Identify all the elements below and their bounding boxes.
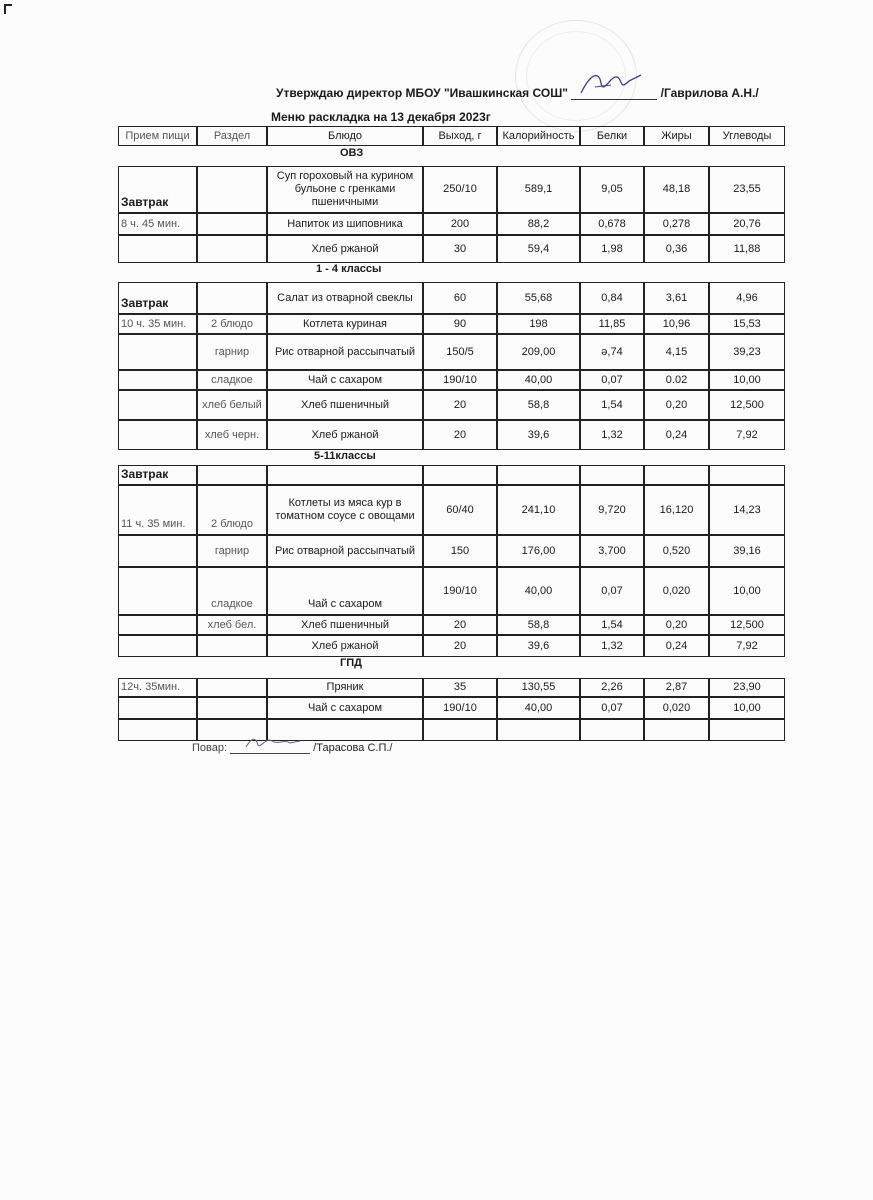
menu-cell-carbs: 10,00 — [709, 697, 785, 719]
menu-cell-section: хлеб черн. — [197, 420, 267, 450]
menu-cell-fat: 0,24 — [644, 635, 709, 657]
cook-signature — [230, 741, 310, 754]
menu-cell-kcal: 40,00 — [497, 697, 580, 719]
menu-cell-kcal: 209,00 — [497, 334, 580, 370]
menu-cell-section: 2 блюдо — [197, 485, 267, 535]
menu-cell-section: гарнир — [197, 535, 267, 567]
menu-cell-meal: 10 ч. 35 мин. — [118, 314, 197, 334]
menu-cell-carbs: 12,500 — [709, 615, 785, 635]
menu-cell-yield: 90 — [423, 314, 497, 334]
approval-name: /Гаврилова А.Н./ — [660, 86, 759, 100]
menu-cell-meal: Завтрак — [118, 282, 197, 314]
menu-cell-kcal — [497, 719, 580, 741]
menu-cell-fat — [644, 465, 709, 485]
menu-cell-yield: 200 — [423, 213, 497, 235]
menu-cell-section: хлеб белый — [197, 390, 267, 420]
menu-cell-dish: Рис отварной рассыпчатый — [267, 334, 423, 370]
menu-cell-section: хлеб бел. — [197, 615, 267, 635]
menu-cell-section — [197, 213, 267, 235]
menu-cell-section — [197, 635, 267, 657]
menu-title: Меню раскладка на 13 декабря 2023г — [271, 110, 491, 124]
menu-cell-kcal: 198 — [497, 314, 580, 334]
menu-cell-protein: 1,54 — [580, 615, 644, 635]
section-title: 5-11классы — [314, 450, 376, 462]
menu-cell-protein: 0,07 — [580, 697, 644, 719]
menu-cell-dish: Чай с сахаром — [267, 370, 423, 390]
menu-cell-yield: 20 — [423, 420, 497, 450]
menu-cell-protein: 3,700 — [580, 535, 644, 567]
menu-cell-protein: 0,07 — [580, 567, 644, 615]
menu-cell-yield: 150 — [423, 535, 497, 567]
menu-cell-carbs: 10,00 — [709, 370, 785, 390]
menu-cell-carbs: 23,55 — [709, 166, 785, 213]
menu-cell-section — [197, 697, 267, 719]
menu-cell-carbs — [709, 465, 785, 485]
menu-cell-fat — [644, 719, 709, 741]
menu-cell-carbs: 39,23 — [709, 334, 785, 370]
menu-cell-fat: 0,20 — [644, 390, 709, 420]
menu-cell-yield: 250/10 — [423, 166, 497, 213]
menu-cell-protein: 0,07 — [580, 370, 644, 390]
menu-cell-kcal: 39,6 — [497, 420, 580, 450]
column-header: Белки — [580, 126, 644, 146]
menu-cell-dish: Хлеб ржаной — [267, 420, 423, 450]
menu-cell-carbs: 11,88 — [709, 235, 785, 263]
menu-cell-dish: Хлеб пшеничный — [267, 615, 423, 635]
menu-cell-fat: 48,18 — [644, 166, 709, 213]
menu-cell-meal — [118, 235, 197, 263]
menu-cell-dish: Чай с сахаром — [267, 567, 423, 615]
menu-cell-section: сладкое — [197, 370, 267, 390]
menu-cell-carbs: 39,16 — [709, 535, 785, 567]
cook-label: Повар: — [192, 742, 228, 754]
menu-cell-fat: 10,96 — [644, 314, 709, 334]
menu-cell-dish: Рис отварной рассыпчатый — [267, 535, 423, 567]
menu-cell-carbs: 12,500 — [709, 390, 785, 420]
menu-cell-carbs: 7,92 — [709, 420, 785, 450]
menu-cell-yield — [423, 465, 497, 485]
menu-cell-meal: Завтрак — [118, 166, 197, 213]
menu-cell-yield: 35 — [423, 678, 497, 697]
scan-corner-mark — [4, 4, 12, 14]
menu-cell-meal — [118, 535, 197, 567]
menu-cell-carbs: 4,96 — [709, 282, 785, 314]
menu-cell-yield: 150/5 — [423, 334, 497, 370]
director-signature — [571, 87, 657, 100]
menu-cell-kcal: 55,68 — [497, 282, 580, 314]
menu-cell-section — [197, 166, 267, 213]
menu-cell-protein: 1,32 — [580, 420, 644, 450]
menu-cell-fat: 4,15 — [644, 334, 709, 370]
menu-cell-kcal: 58,8 — [497, 390, 580, 420]
menu-cell-dish: Хлеб ржаной — [267, 235, 423, 263]
column-header: Прием пищи — [118, 126, 197, 146]
menu-cell-yield: 20 — [423, 615, 497, 635]
menu-cell-fat: 0,20 — [644, 615, 709, 635]
section-title: ГПД — [340, 657, 362, 669]
menu-cell-meal — [118, 390, 197, 420]
menu-cell-protein: 2,26 — [580, 678, 644, 697]
menu-cell-section — [197, 235, 267, 263]
menu-cell-fat: 0,278 — [644, 213, 709, 235]
menu-cell-meal — [118, 635, 197, 657]
menu-cell-section: 2 блюдо — [197, 314, 267, 334]
menu-cell-dish: Пряник — [267, 678, 423, 697]
menu-cell-protein: 0,84 — [580, 282, 644, 314]
menu-cell-fat: 16,120 — [644, 485, 709, 535]
menu-cell-meal — [118, 567, 197, 615]
menu-cell-dish: Котлеты из мяса кур в томатном соусе с овощами — [267, 485, 423, 535]
menu-cell-fat: 0,36 — [644, 235, 709, 263]
menu-cell-meal: Завтрак — [118, 465, 197, 485]
menu-cell-section — [197, 282, 267, 314]
menu-cell-meal — [118, 334, 197, 370]
menu-cell-kcal: 40,00 — [497, 370, 580, 390]
menu-cell-protein: 1,98 — [580, 235, 644, 263]
menu-cell-protein: 9,720 — [580, 485, 644, 535]
menu-cell-yield: 30 — [423, 235, 497, 263]
menu-cell-fat: 0,020 — [644, 697, 709, 719]
menu-cell-section — [197, 678, 267, 697]
menu-cell-meal — [118, 420, 197, 450]
menu-cell-fat: 3,61 — [644, 282, 709, 314]
menu-cell-dish: Хлеб пшеничный — [267, 390, 423, 420]
menu-cell-fat: 0,520 — [644, 535, 709, 567]
column-header: Жиры — [644, 126, 709, 146]
menu-cell-carbs: 10,00 — [709, 567, 785, 615]
menu-cell-dish: Напиток из шиповника — [267, 213, 423, 235]
menu-cell-carbs: 7,92 — [709, 635, 785, 657]
menu-cell-protein: 1,54 — [580, 390, 644, 420]
menu-cell-protein — [580, 719, 644, 741]
menu-cell-protein: 11,85 — [580, 314, 644, 334]
menu-cell-kcal: 88,2 — [497, 213, 580, 235]
menu-cell-yield: 60 — [423, 282, 497, 314]
approval-prefix: Утверждаю директор МБОУ "Ивашкинская СОШ" — [276, 86, 568, 100]
menu-cell-dish — [267, 465, 423, 485]
column-header: Углеводы — [709, 126, 785, 146]
menu-cell-section: сладкое — [197, 567, 267, 615]
menu-cell-dish: Хлеб ржаной — [267, 635, 423, 657]
menu-cell-meal — [118, 615, 197, 635]
column-header: Блюдо — [267, 126, 423, 146]
menu-cell-yield — [423, 719, 497, 741]
menu-cell-kcal — [497, 465, 580, 485]
menu-cell-dish: Котлета куриная — [267, 314, 423, 334]
menu-cell-carbs — [709, 719, 785, 741]
menu-cell-yield: 190/10 — [423, 697, 497, 719]
menu-cell-dish: Суп гороховый на курином бульоне с гренками пшеничными — [267, 166, 423, 213]
menu-cell-meal: 8 ч. 45 мин. — [118, 213, 197, 235]
menu-cell-kcal: 241,10 — [497, 485, 580, 535]
menu-cell-fat: 2,87 — [644, 678, 709, 697]
menu-cell-protein: 1,32 — [580, 635, 644, 657]
section-title: ОВЗ — [340, 147, 364, 159]
menu-cell-fat: 0,24 — [644, 420, 709, 450]
cook-signature-line — [192, 741, 392, 754]
menu-cell-section — [197, 465, 267, 485]
menu-cell-meal — [118, 697, 197, 719]
menu-cell-meal: 11 ч. 35 мин. — [118, 485, 197, 535]
menu-cell-fat: 0,020 — [644, 567, 709, 615]
menu-cell-yield: 190/10 — [423, 370, 497, 390]
approval-line — [276, 86, 759, 100]
menu-cell-kcal: 589,1 — [497, 166, 580, 213]
menu-cell-protein: 0,678 — [580, 213, 644, 235]
section-title: 1 - 4 классы — [316, 263, 382, 275]
menu-cell-meal: 12ч. 35мин. — [118, 678, 197, 697]
menu-cell-protein: ә,74 — [580, 334, 644, 370]
cook-name: /Тарасова С.П./ — [313, 742, 393, 754]
column-header: Раздел — [197, 126, 267, 146]
menu-cell-meal — [118, 719, 197, 741]
menu-cell-kcal: 59,4 — [497, 235, 580, 263]
menu-cell-fat: 0.02 — [644, 370, 709, 390]
menu-cell-dish: Чай с сахаром — [267, 697, 423, 719]
menu-cell-yield: 60/40 — [423, 485, 497, 535]
menu-cell-protein — [580, 465, 644, 485]
menu-cell-kcal: 40,00 — [497, 567, 580, 615]
menu-cell-yield: 20 — [423, 390, 497, 420]
menu-cell-carbs: 14,23 — [709, 485, 785, 535]
column-header: Выход, г — [423, 126, 497, 146]
menu-cell-section: гарнир — [197, 334, 267, 370]
menu-cell-protein: 9,05 — [580, 166, 644, 213]
menu-cell-dish: Салат из отварной свеклы — [267, 282, 423, 314]
column-header: Калорийность — [497, 126, 580, 146]
menu-cell-carbs: 23,90 — [709, 678, 785, 697]
menu-cell-yield: 20 — [423, 635, 497, 657]
menu-cell-kcal: 176,00 — [497, 535, 580, 567]
menu-cell-kcal: 130,55 — [497, 678, 580, 697]
menu-cell-meal — [118, 370, 197, 390]
menu-cell-kcal: 58,8 — [497, 615, 580, 635]
menu-cell-carbs: 20,76 — [709, 213, 785, 235]
menu-cell-kcal: 39,6 — [497, 635, 580, 657]
menu-cell-carbs: 15,53 — [709, 314, 785, 334]
menu-cell-yield: 190/10 — [423, 567, 497, 615]
